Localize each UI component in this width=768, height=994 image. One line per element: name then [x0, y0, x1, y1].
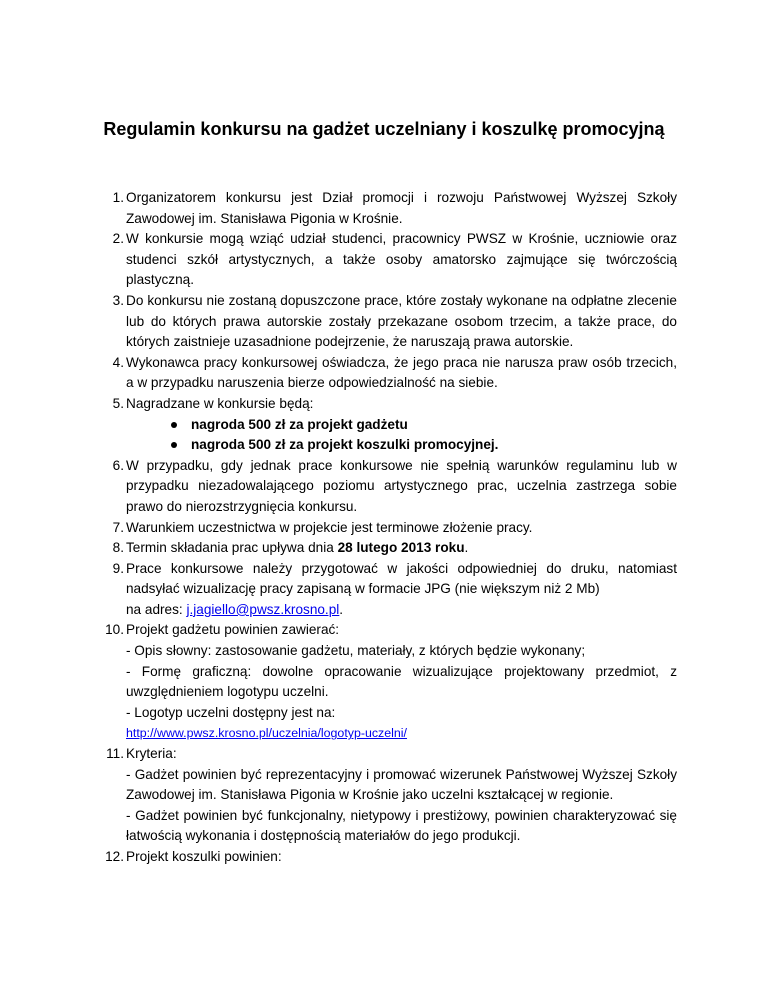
- list-item: [103, 291, 677, 353]
- logo-url-link[interactable]: http://www.pwsz.krosno.pl/uczelnia/logotyp-uczelni/: [126, 726, 407, 741]
- list-item: [103, 353, 677, 394]
- item-text: Organizatorem konkursu jest Dział promocji i rozwoju Państwowej Wyższej Szkoły Zawodowej im. Stanisława Pigonia w Krośnie.: [126, 190, 677, 226]
- item-number: 4.: [112, 354, 124, 370]
- item-text-line: [126, 600, 677, 621]
- item-text: Projekt gadżetu powinien zawierać:: [126, 622, 340, 638]
- list-item: [103, 456, 677, 518]
- item-subtext: - Logotyp uczelni dostępny jest na:: [126, 704, 336, 720]
- item-text: Projekt koszulki powinien:: [126, 849, 282, 864]
- item-text: [126, 538, 677, 559]
- item-number: 7.: [112, 519, 124, 535]
- email-prefix: na adres:: [126, 601, 187, 617]
- item-number: 2.: [112, 231, 124, 247]
- list-item: [103, 744, 677, 847]
- item-number: 8.: [112, 540, 124, 556]
- item-text-line: nadsyłać wizualizację pracy zapisaną w formacie JPG (nie większym niż 2 Mb): [126, 581, 600, 597]
- list-item: [103, 229, 677, 291]
- prize-item: [171, 435, 677, 456]
- list-item: [103, 559, 677, 621]
- item-number: 11.: [106, 746, 124, 762]
- document-title: Regulamin konkursu na gadżet uczelniany i koszulkę promocyjną: [103, 119, 665, 139]
- deadline-date: 28 lutego 2013 roku: [337, 540, 465, 556]
- item-text: Kryteria:: [126, 746, 177, 762]
- item-text-line: Prace konkursowe należy przygotować w jakości odpowiedniej do druku, natomiast: [126, 560, 677, 576]
- prize-text: nagroda 500 zł za projekt gadżetu: [191, 416, 408, 432]
- list-item: [103, 620, 677, 744]
- item-text: Nagradzane w konkursie będą:: [126, 395, 314, 411]
- prize-item: [171, 415, 677, 436]
- prize-list: [126, 415, 677, 456]
- list-item: [103, 538, 677, 559]
- list-item: [103, 847, 677, 868]
- item-number: 12.: [105, 849, 124, 864]
- list-item: [103, 188, 677, 229]
- item-number: 3.: [112, 292, 124, 308]
- list-item: [103, 518, 677, 539]
- prize-text: nagroda 500 zł za projekt koszulki promocyjnej.: [191, 437, 499, 453]
- deadline-suffix: .: [464, 540, 469, 556]
- rules-list: [103, 188, 677, 868]
- item-subtext: - Gadżet powinien być reprezentacyjny i promować wizerunek Państwowej Wyższej Szkoły Zawodowej im. Stanisława Pigonia w Krośnie jako uczelni kształcącej w regionie.: [126, 766, 677, 803]
- email-suffix: .: [339, 601, 344, 617]
- item-subtext: - Opis słowny: zastosowanie gadżetu, materiały, z których będzie wykonany;: [126, 643, 586, 659]
- deadline-prefix: Termin składania prac upływa dnia: [126, 540, 338, 556]
- item-number: 9.: [112, 560, 124, 576]
- item-subtext: - Formę graficzną: dowolne opracowanie wizualizujące projektowany przedmiot, z uwzględnieniem logotypu uczelni.: [126, 663, 677, 700]
- email-link[interactable]: j.jagiello@pwsz.krosno.pl: [186, 601, 340, 617]
- bullet-dot-icon: [171, 422, 177, 428]
- item-text: Warunkiem uczestnictwa w projekcie jest terminowe złożenie pracy.: [126, 519, 533, 535]
- item-text: W konkursie mogą wziąć udział studenci, pracownicy PWSZ w Krośnie, uczniowie oraz studenci szkół artystycznych, a także osoby amatorsko zajmujące się twórczością plastyczną.: [126, 231, 677, 288]
- list-item: [103, 394, 677, 456]
- item-number: 6.: [112, 457, 124, 473]
- bullet-dot-icon: [171, 442, 177, 448]
- item-text: Wykonawca pracy konkursowej oświadcza, że jego praca nie narusza praw osób trzecich, a w przypadku naruszenia bierze odpowiedzialność na siebie.: [126, 354, 677, 391]
- item-text: Do konkursu nie zostaną dopuszczone prace, które zostały wykonane na odpłatne zlecenie lub do których prawa autorskie zostały przekazane osobom trzecim, a także prace, do których zaistnieje uzasadnione podejrzenie, że naruszają prawa autorskie.: [126, 292, 677, 350]
- item-number: 1.: [112, 190, 124, 205]
- item-number: 5.: [112, 395, 124, 411]
- item-subtext: - Gadżet powinien być funkcjonalny, nietypowy i prestiżowy, powinien charakteryzować się łatwością wykonania i dostępnością materiałów do jego produkcji.: [126, 807, 677, 844]
- item-number: 10.: [105, 622, 124, 638]
- item-text: W przypadku, gdy jednak prace konkursowe nie spełnią warunków regulaminu lub w przypadku niezadowalającego poziomu artystycznego prac, uczelnia zastrzega sobie prawo do nierozstrzygnięcia konkursu.: [126, 457, 677, 514]
